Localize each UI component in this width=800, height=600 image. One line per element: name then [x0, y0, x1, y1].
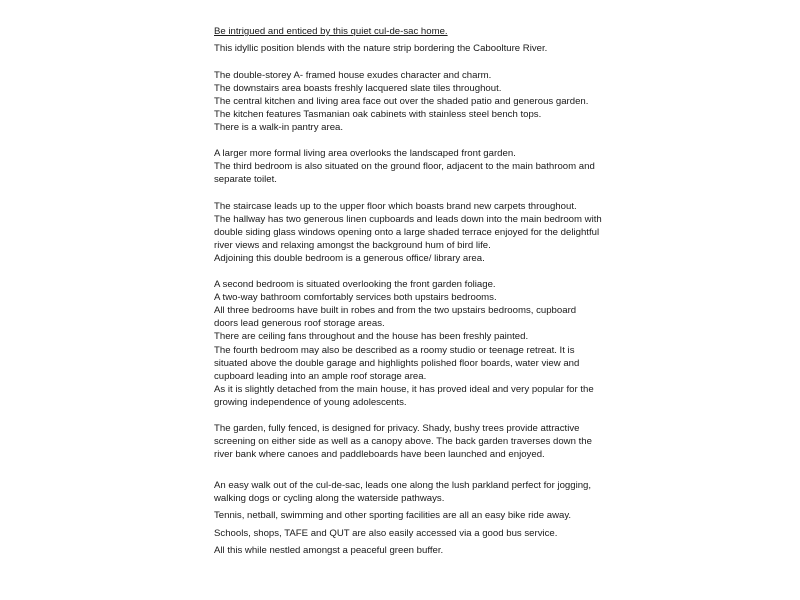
paragraph-garden — [214, 422, 594, 461]
text-line: A two-way bathroom comfortably services both upstairs bedrooms. — [214, 292, 497, 304]
document-body — [214, 25, 602, 557]
text-line: All three bedrooms have built in robes and from the two upstairs bedrooms, cupboard — [214, 305, 577, 317]
text-line: There is a walk-in pantry area. — [214, 121, 344, 133]
text-line: The third bedroom is also situated on the ground floor, adjacent to the main bathroom and — [214, 161, 595, 173]
text-line: double siding glass windows opening onto a large shaded terrace enjoyed for the delightful — [214, 226, 600, 238]
text-line: The fourth bedroom may also be described as a roomy studio or teenage retreat. It is — [214, 344, 575, 356]
schools-line: Schools, shops, TAFE and QUT are also easily accessed via a good bus service. — [214, 527, 558, 539]
intro-line: This idyllic position blends with the nature strip bordering the Caboolture River. — [214, 43, 548, 55]
text-line: screening on either side as well as a canopy above. The back garden traverses down the — [214, 436, 592, 448]
paragraph-bedrooms — [214, 278, 594, 409]
text-line: river views and relaxing amongst the background hum of bird life. — [214, 239, 491, 251]
paragraph-house — [214, 69, 594, 134]
text-line: The central kitchen and living area face out over the shaded patio and generous garden. — [214, 95, 589, 107]
text-line: The double-storey A- framed house exudes character and charm. — [214, 69, 492, 81]
text-line: As it is slightly detached from the main house, it has proved ideal and very popular for the — [214, 383, 594, 395]
text-line: A second bedroom is situated overlooking the front garden foliage. — [214, 279, 496, 291]
text-line: doors lead generous roof storage areas. — [214, 318, 385, 330]
text-line: cupboard leading into an ample roof storage area. — [214, 370, 427, 382]
text-line: separate toilet. — [214, 174, 277, 186]
text-line: The garden, fully fenced, is designed for privacy. Shady, bushy trees provide attractive — [214, 423, 580, 435]
text-line: Adjoining this double bedroom is a generous office/ library area. — [214, 252, 485, 264]
text-line: growing independence of young adolescents. — [214, 396, 407, 408]
paragraph-upstairs — [214, 200, 602, 265]
text-line: walking dogs or cycling along the waterside pathways. — [214, 492, 445, 504]
text-line: situated above the double garage and highlights polished floor boards, water view and — [214, 357, 580, 369]
text-line: There are ceiling fans throughout and the house has been freshly painted. — [214, 331, 529, 343]
text-line: The downstairs area boasts freshly lacquered slate tiles throughout. — [214, 82, 502, 94]
paragraph-living — [214, 147, 594, 186]
text-line: An easy walk out of the cul-de-sac, leads one along the lush parkland perfect for jogging, — [214, 479, 592, 491]
text-line: The staircase leads up to the upper floor which boasts brand new carpets throughout. — [214, 200, 577, 212]
facilities-line: Tennis, netball, swimming and other sporting facilities are all an easy bike ride away. — [214, 510, 572, 522]
paragraph-walk — [214, 479, 594, 505]
text-line: The kitchen features Tasmanian oak cabinets with stainless steel bench tops. — [214, 108, 542, 120]
text-line: river bank where canoes and paddleboards have been launched and enjoyed. — [214, 449, 545, 461]
closing-line: All this while nestled amongst a peaceful green buffer. — [214, 545, 444, 557]
document-heading: Be intrigued and enticed by this quiet cul-de-sac home. — [214, 26, 448, 37]
text-line: A larger more formal living area overlooks the landscaped front garden. — [214, 148, 516, 160]
text-line: The hallway has two generous linen cupboards and leads down into the main bedroom with — [214, 213, 602, 225]
